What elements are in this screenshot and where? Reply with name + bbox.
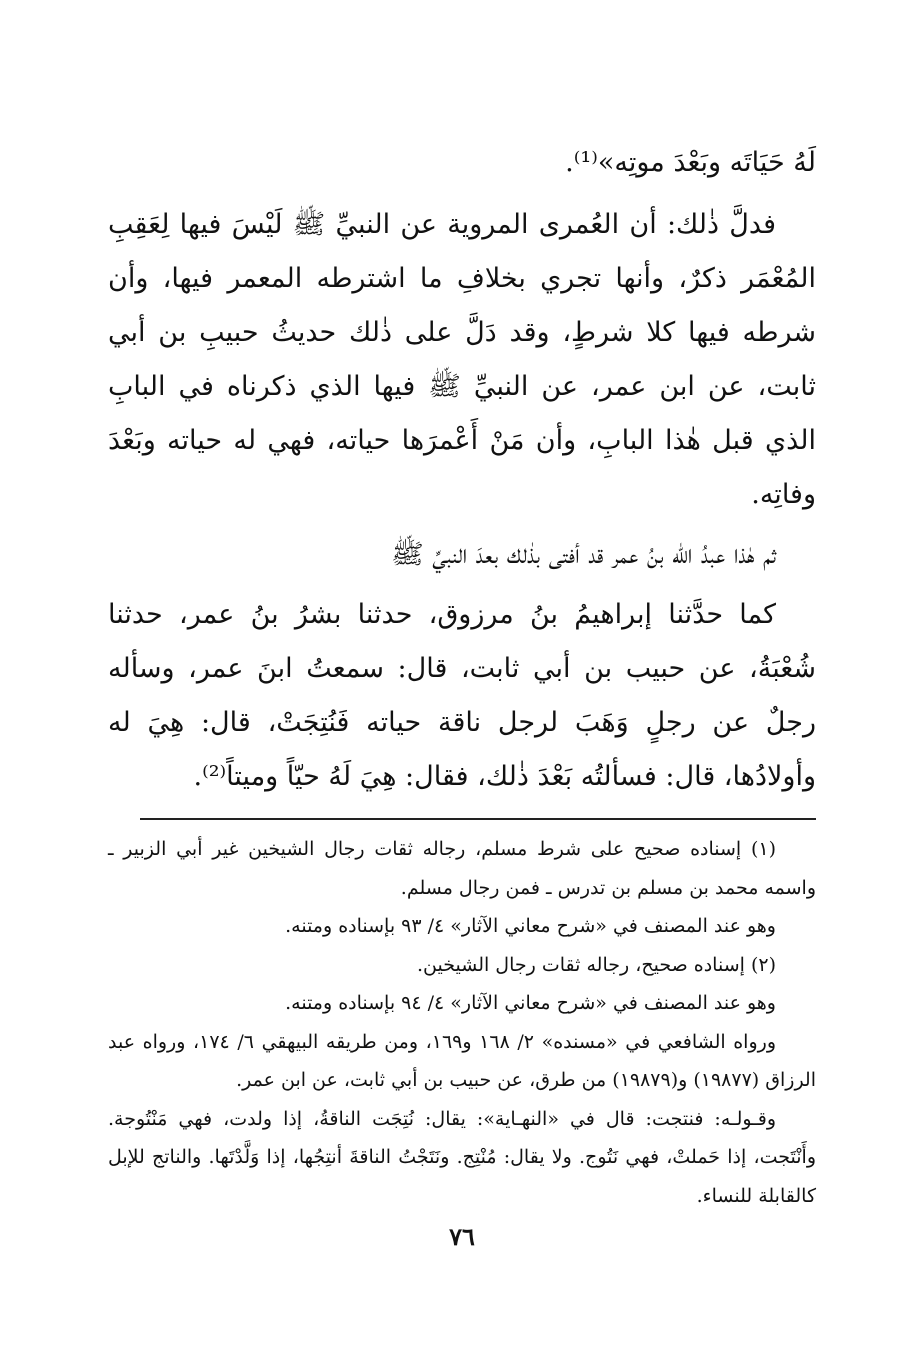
footnote-2-riwaya: ورواه الشافعي في «مسنده» ٢/ ١٦٨ و١٦٩، ومن طريقه البيهقي ٦/ ١٧٤، ورواه عبد الرزاق (١٩٨٧٧) و(١٩٨٧٩) من طرق، عن حبيب بن أبي ثابت، عن ابن عمر. [108,1030,816,1091]
main-text [108,136,816,804]
paragraph-3: ثم هٰذا عبدُ الله بنُ عمر قد أفتى بذٰلك بعدَ النبيِّ ﷺ [391,539,776,570]
footnote-2-gloss: وقـولـه: فنتجت: قال في «النهـاية»: يقال: نُتِجَت الناقةُ، إذا ولدت، فهي مَنْتُوجة. وأَنْتَجت، إذا حَملتْ، فهي نَتُوج. ولا يقال: مُنْتِج. ونَتَجْتُ الناقةَ أنتِجُها، إذا وَلَّدْتَها. والناتج للإبل كالقابلة للنساء. [108,1107,816,1207]
paragraph-4: كما حدَّثنا إبراهيمُ بنُ مرزوق، حدثنا بشرُ بنُ عمر، حدثنا شُعْبَةُ، عن حبيب بن أبي ثابت، قال: سمعتُ ابنَ عمر، وسأله رجلٌ عن رجلٍ وَهَبَ لرجل ناقة حياته فَنُتِجَتْ، قال: هِيَ له وأولادُها، قال: فسألتُه بَعْدَ ذٰلك، فقال: هِيَ لَهُ حيّاً وميتاً⁽²⁾. [108,599,816,792]
footnote-1-source: وهو عند المصنف في «شرح معاني الآثار» ٤/ ٩٣ بإسناده ومتنه. [285,915,776,937]
page-number: ٧٦ [449,1222,475,1251]
footnote-1: (١) إسناده صحيح على شرط مسلم، رجاله ثقات رجال الشيخين غير أبي الزبير ـ واسمه محمد بن مسلم بن تدرس ـ فمن رجال مسلم. [108,838,816,899]
footnote-2: (٢) إسناده صحيح، رجاله ثقات رجال الشيخين. [417,953,776,976]
footnote-divider [140,818,816,820]
footnote-2-source: وهو عند المصنف في «شرح معاني الآثار» ٤/ ٩٤ بإسناده ومتنه. [285,992,776,1014]
paragraph-1: لَهُ حَيَاتَه وبَعْدَ موتِه»⁽¹⁾. [565,147,816,178]
paragraph-2: فدلَّ ذٰلك: أن العُمرى المروية عن النبيِّ ﷺ لَيْسَ فيها لِعَقِبِ المُعْمَر ذكرٌ، وأنها تجري بخلافِ ما اشترطه المعمر فيها، وأن شرطه فيها كلا شرطٍ، وقد دَلَّ على ذٰلك حديثُ حبيبِ بن أبي ثابت، عن ابن عمر، عن النبيِّ ﷺ فيها الذي ذكرناه في البابِ الذي قبل هٰذا البابِ، وأن مَنْ أَعْمرَها حياته، فهي له حياته وبَعْدَ وفاتِه. [108,209,816,510]
footnotes [108,830,816,1215]
